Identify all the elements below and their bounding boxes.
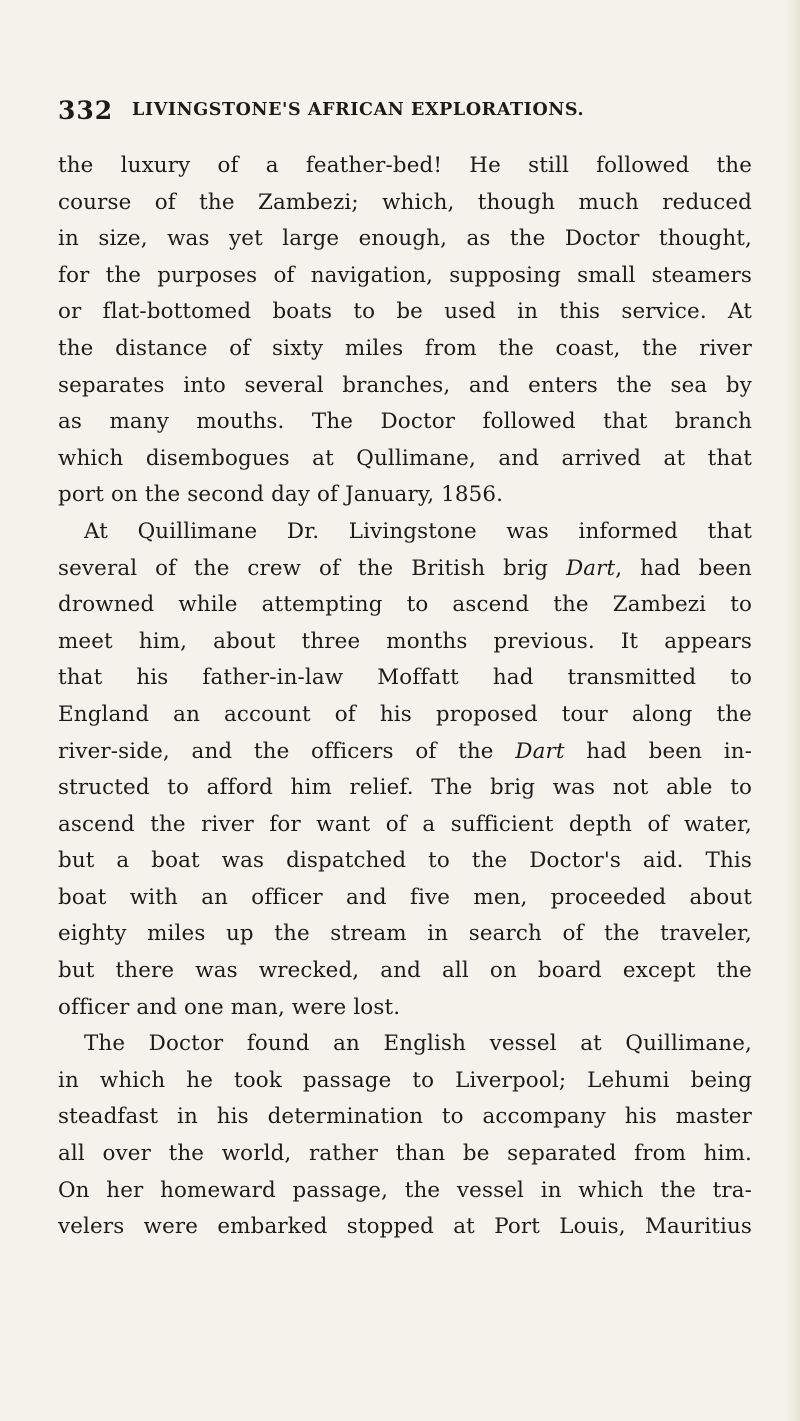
running-title: LIVINGSTONE'S AFRICAN EXPLORATIONS.: [132, 100, 585, 120]
text-line-11: At Quillimane Dr. Livingstone was informed that: [84, 518, 752, 544]
text-line-18: structed to afford him relief. The brig was not able to: [58, 775, 752, 801]
text-line-26: in which he took passage to Liverpool; Lehumi being: [58, 1067, 752, 1093]
ship-name-dart: Dart: [565, 555, 616, 581]
text-line-24: officer and one man, were lost.: [58, 994, 401, 1020]
text-line-14: meet him, about three months previous. It appears: [58, 628, 752, 654]
text-line-19: ascend the river for want of a sufficient depth of water,: [58, 811, 752, 837]
text-line-20: but a boat was dispatched to the Doctor's aid. This: [58, 848, 752, 874]
text-line-16: England an account of his proposed tour along the: [58, 701, 752, 727]
text-segment: had been in-: [586, 738, 753, 764]
text-segment: several of the crew of the British brig: [58, 555, 549, 581]
text-line-21: boat with an officer and five men, proceeded about: [58, 884, 752, 910]
text-line-1: the luxury of a feather-bed! He still followed the: [58, 153, 752, 178]
ship-name-dart: Dart: [515, 738, 565, 764]
body-text: [58, 148, 752, 1246]
text-line-29: On her homeward passage, the vessel in which the tra-: [58, 1177, 752, 1203]
text-line-17: [58, 734, 752, 771]
text-line-25: The Doctor found an English vessel at Quillimane,: [84, 1031, 752, 1057]
text-line-8: as many mouths. The Doctor followed that branch: [58, 409, 752, 435]
text-line-7: separates into several branches, and enters the sea by: [58, 372, 752, 398]
text-line-10: port on the second day of January, 1856.: [58, 482, 504, 508]
text-line-28: all over the world, rather than be separated from him.: [58, 1141, 752, 1167]
text-line-5: or flat-bottomed boats to be used in this service. At: [58, 299, 752, 325]
text-line-3: in size, was yet large enough, as the Doctor thought,: [58, 226, 752, 252]
text-line-23: but there was wrecked, and all on board except the: [58, 958, 752, 984]
text-segment: river-side, and the officers of the: [58, 738, 494, 764]
text-line-30: velers were embarked stopped at Port Louis, Mauritius: [58, 1214, 752, 1240]
page-number: 332: [58, 96, 114, 125]
running-head: [0, 96, 800, 128]
text-line-4: for the purposes of navigation, supposing small steamers: [58, 262, 752, 288]
text-line-6: the distance of sixty miles from the coast, the river: [58, 335, 752, 361]
text-line-2: course of the Zambezi; which, though much reduced: [58, 189, 752, 215]
page-edge: [786, 0, 800, 1421]
text-line-15: that his father-in-law Moffatt had transmitted to: [58, 665, 752, 691]
text-segment: , had been: [615, 555, 752, 581]
text-line-22: eighty miles up the stream in search of the traveler,: [58, 921, 752, 947]
text-line-13: drowned while attempting to ascend the Zambezi to: [58, 592, 752, 618]
text-line-12: [58, 551, 752, 588]
text-line-9: which disembogues at Qullimane, and arrived at that: [58, 445, 752, 471]
text-line-27: steadfast in his determination to accompany his master: [58, 1104, 752, 1130]
